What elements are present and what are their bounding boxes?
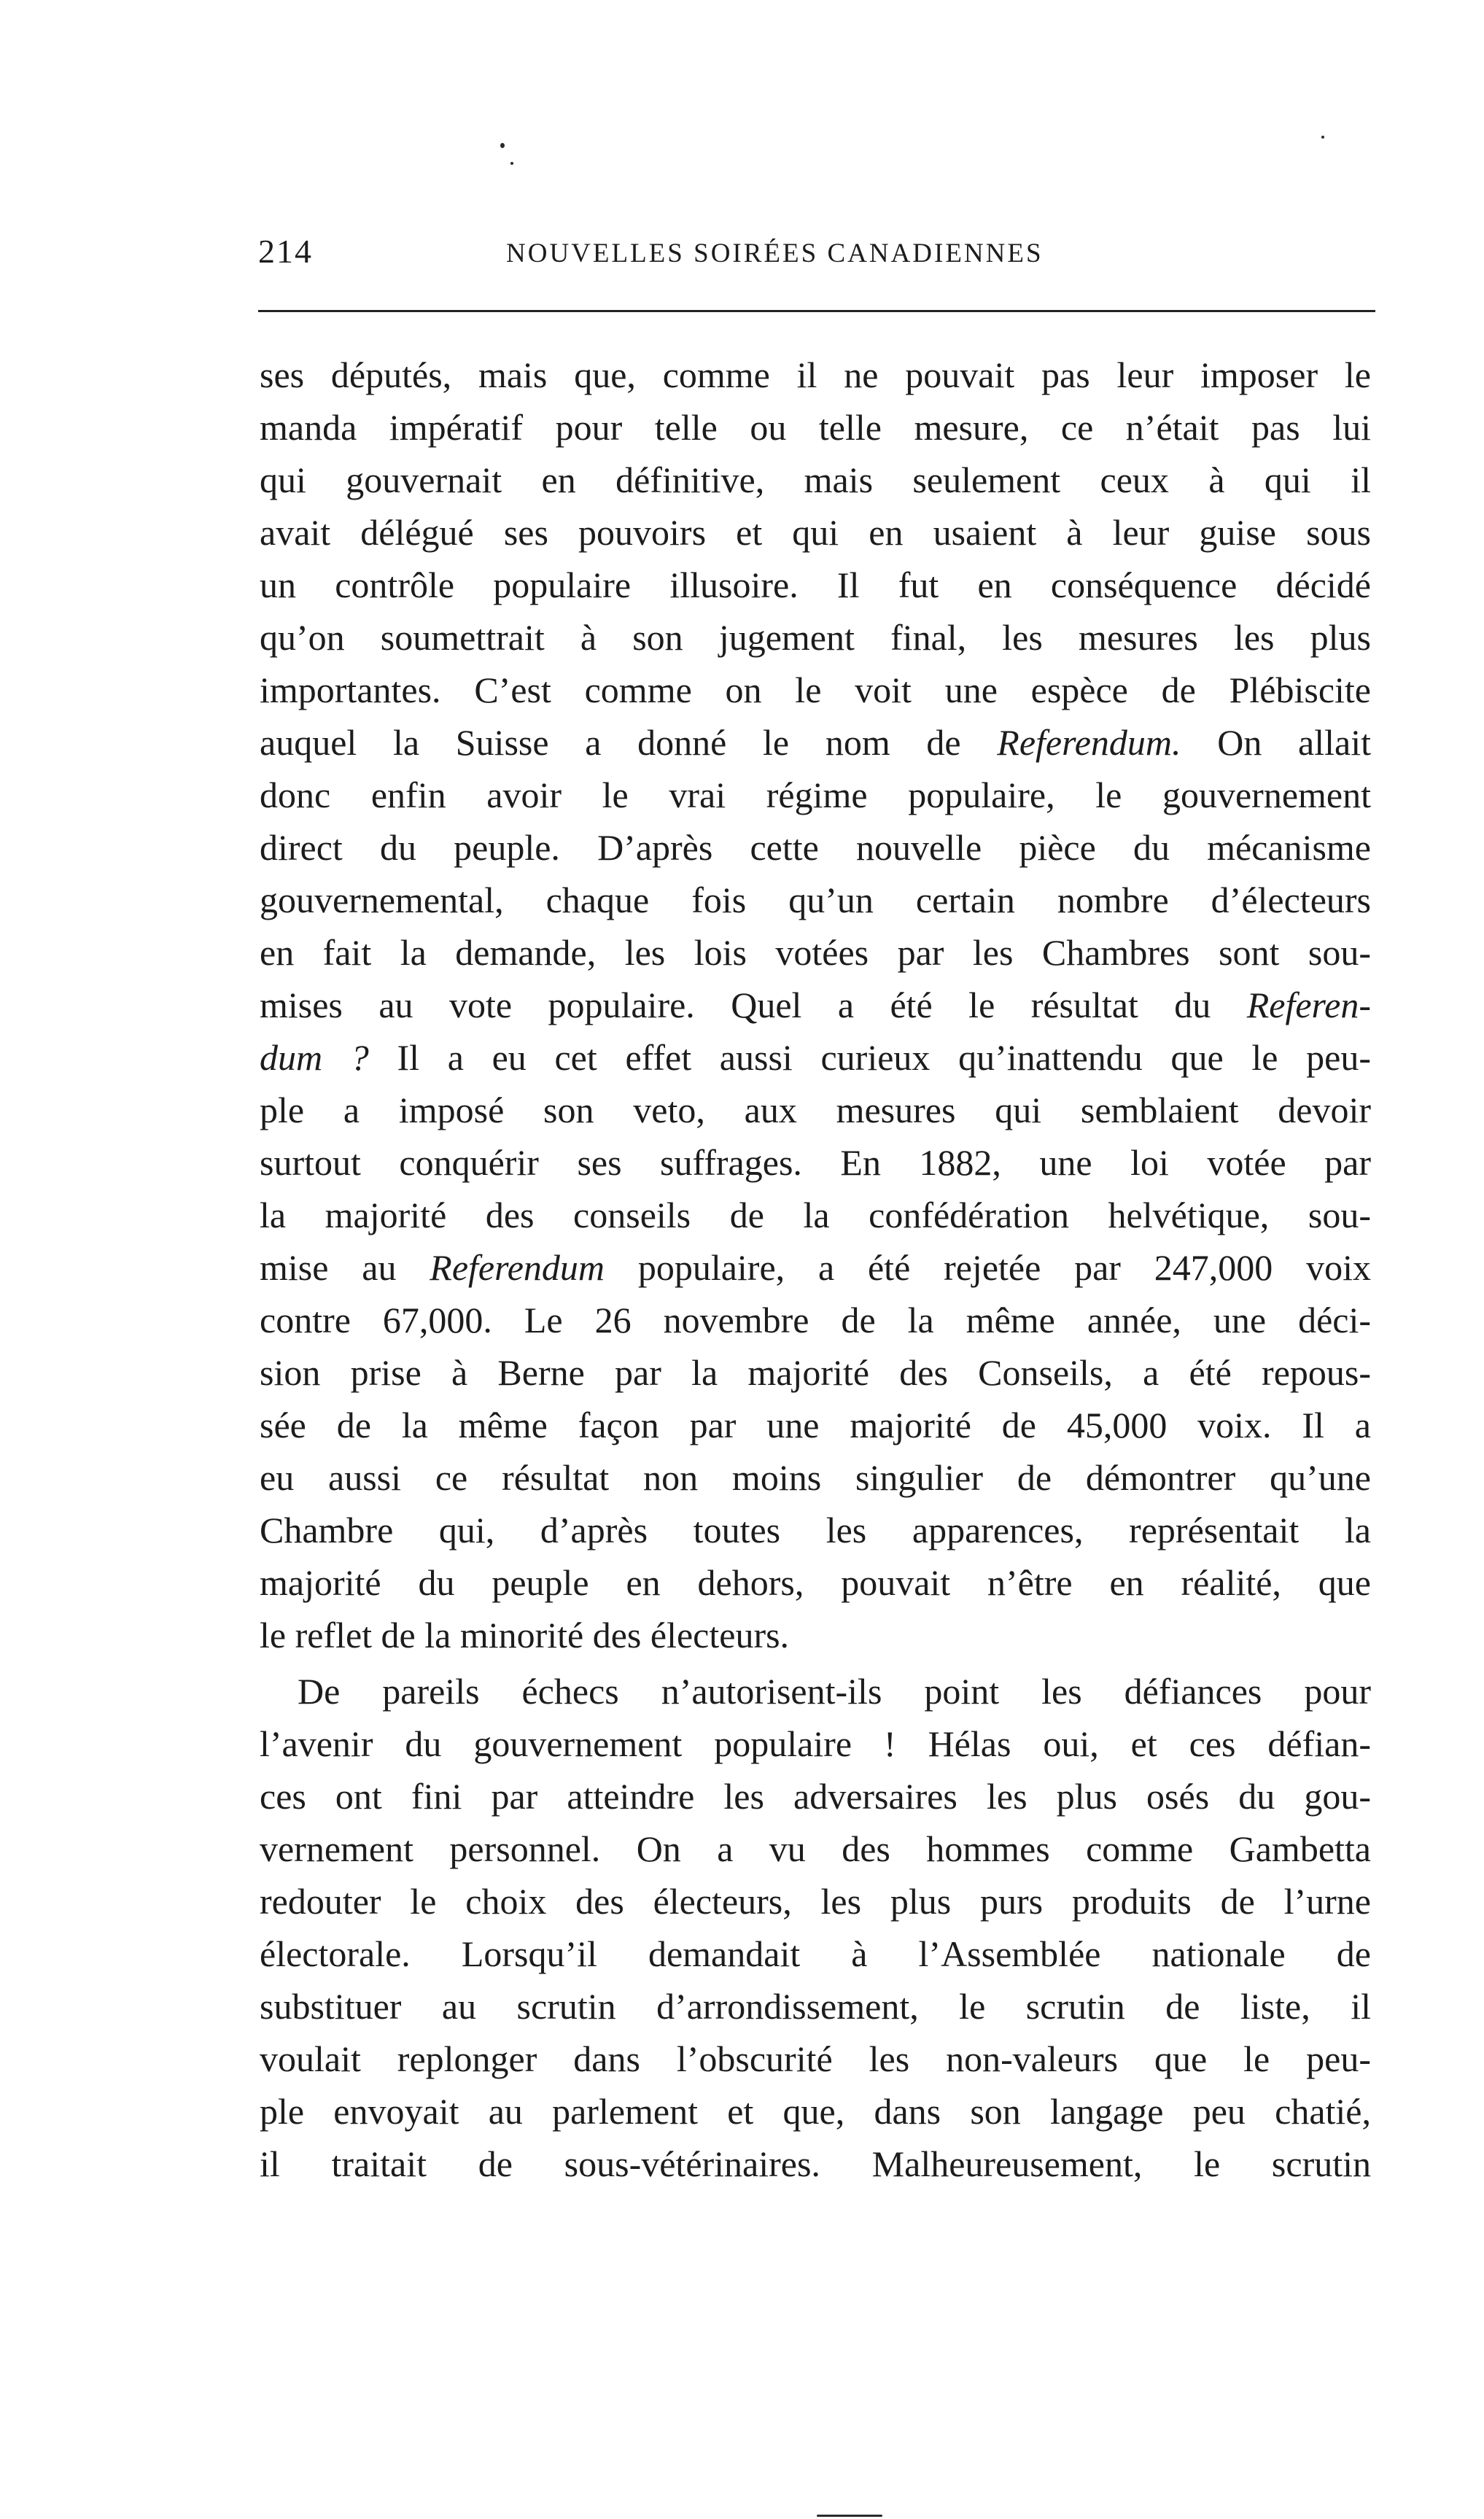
text-line: contre 67,000. Le 26 novembre de la même année, une déci- [260,1300,1371,1340]
text-line: électorale. Lorsqu’il demandait à l’Assemblée nationale de [260,1933,1371,1974]
text-line: le reflet de la minorité des électeurs. [260,1615,790,1656]
running-title: NOUVELLES SOIRÉES CANADIENNES [506,238,1044,268]
text-line: manda impératif pour telle ou telle mesure, ce n’était pas lui [260,407,1371,448]
text-line: qui gouvernait en définitive, mais seulement ceux à qui il [260,459,1371,500]
text-line [260,716,1371,769]
italic-term: dum ? [260,1037,369,1078]
text-line: la majorité des conseils de la confédération helvétique, sou- [260,1195,1371,1235]
text-line: donc enfin avoir le vrai régime populaire, le gouvernement [260,775,1371,815]
paragraph-2 [260,1665,1371,2190]
text-line: ple a imposé son veto, aux mesures qui semblaient devoir [260,1090,1371,1130]
page-header [258,232,1374,276]
text-line: sion prise à Berne par la majorité des Conseils, a été repous- [260,1352,1371,1393]
text-line: substituer au scrutin d’arrondissement, le scrutin de liste, il [260,1986,1371,2027]
text-line: ple envoyait au parlement et que, dans son langage peu chatié, [260,2091,1371,2132]
italic-term: Referen- [1246,985,1371,1025]
italic-term: Referendum [430,1247,605,1288]
text-segment: mises au vote populaire. Quel a été le résultat du [260,985,1247,1025]
text-line: ses députés, mais que, comme il ne pouvait pas leur imposer le [260,354,1371,395]
text-line: un contrôle populaire illusoire. Il fut en conséquence décidé [260,564,1371,605]
ink-speck [1321,136,1324,139]
text-line: sée de la même façon par une majorité de 45,000 voix. Il a [260,1405,1371,1445]
text-line: majorité du peuple en dehors, pouvait n’être en réalité, que [260,1562,1371,1603]
text-segment: mise au [260,1247,430,1288]
ink-speck [817,2515,882,2517]
text-line: vernement personnel. On a vu des hommes comme Gambetta [260,1828,1371,1869]
text-line: Chambre qui, d’après toutes les apparences, représentait la [260,1510,1371,1550]
text-line: l’avenir du gouvernement populaire ! Hélas oui, et ces défian- [260,1723,1371,1764]
text-line: il traitait de sous-vétérinaires. Malheureusement, le scrutin [260,2143,1371,2184]
paragraph-1 [260,349,1371,1661]
text-line: avait délégué ses pouvoirs et qui en usaient à leur guise sous [260,512,1371,553]
text-segment: On allait [1181,722,1371,763]
text-line: redouter le choix des électeurs, les plus purs produits de l’urne [260,1881,1371,1922]
text-segment: populaire, a été rejetée par 247,000 voix [605,1247,1371,1288]
text-line: ces ont fini par atteindre les adversaires les plus osés du gou- [260,1776,1371,1817]
italic-term: Referendum. [997,722,1181,763]
text-line: qu’on soumettrait à son jugement final, les mesures les plus [260,617,1371,658]
text-line: surtout conquérir ses suffrages. En 1882, une loi votée par [260,1142,1371,1183]
text-line: voulait replonger dans l’obscurité les non-valeurs que le peu- [260,2038,1371,2079]
text-line: en fait la demande, les lois votées par les Chambres sont sou- [260,932,1371,973]
ink-speck [510,162,513,165]
text-line: De pareils échecs n’autorisent-ils point les défiances pour [298,1671,1371,1712]
text-line: eu aussi ce résultat non moins singulier de démontrer qu’une [260,1457,1371,1498]
text-segment: Il a eu cet effet aussi curieux qu’inattendu que le peu- [368,1037,1371,1078]
text-line: direct du peuple. D’après cette nouvelle pièce du mécanisme [260,827,1371,868]
text-line: gouvernemental, chaque fois qu’un certain nombre d’électeurs [260,880,1371,920]
text-line [260,1031,1371,1084]
text-line: importantes. C’est comme on le voit une espèce de Plébiscite [260,669,1371,710]
page-number: 214 [258,233,313,270]
text-segment: auquel la Suisse a donné le nom de [260,722,998,763]
text-line [260,1241,1371,1294]
text-line [260,979,1371,1031]
header-rule [258,310,1375,312]
ink-speck [500,143,505,148]
